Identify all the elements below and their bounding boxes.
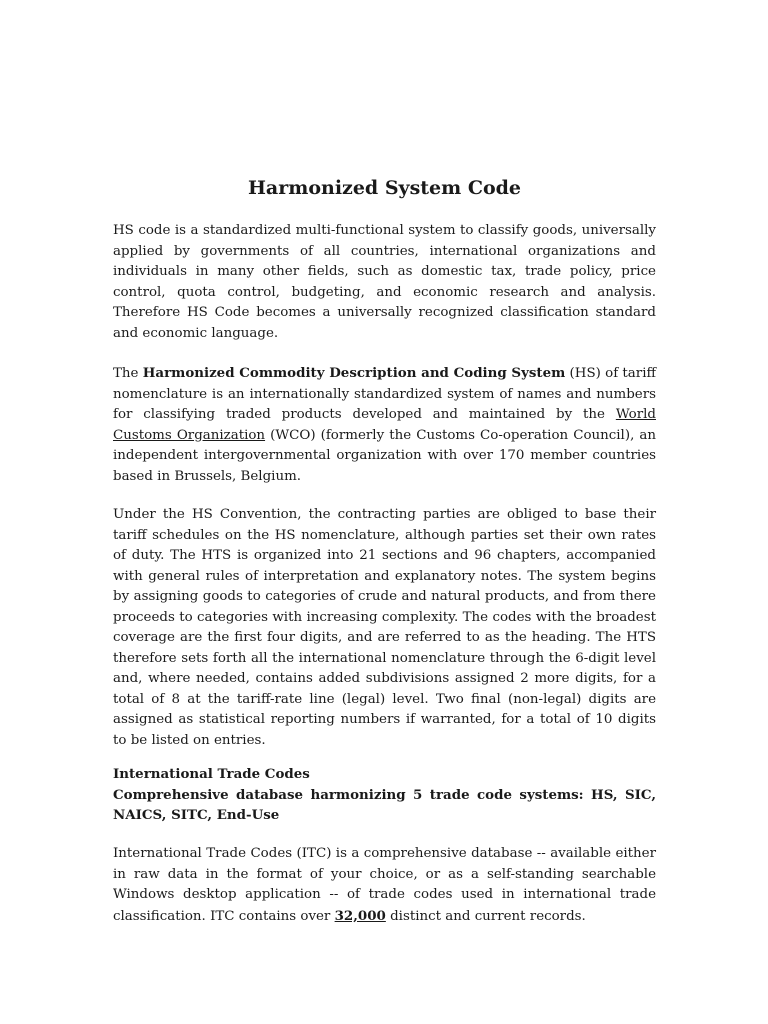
hs-bold-term: Harmonized Commodity Description and Coding System	[142, 365, 566, 381]
paragraph-hs-convention: Under the HS Convention, the contracting parties are obliged to base their tariff schedules on the HS nomenclature, although parties set their own rates of duty. The HTS is organized into 21 sections and 96 chapters, accompanied with general rules of interpretation and explanatory notes. The system begins by assigning goods to categories of crude and natural products, and from there proceeds to categories with increasing complexity. The codes with the broadest coverage are the first four digits, and are referred to as the heading. The HTS therefore sets forth all the international nomenclature through the 6-digit level and, where needed, contains added subdivisions assigned 2 more digits, for a total of 8 at the tariff-rate line (legal) level. Two final (non-legal) digits are assigned as statistical reporting numbers if warranted, for a total of 10 digits to be listed on entries.	[113, 507, 656, 748]
paragraph-hs-code-intro: HS code is a standardized multi-functional system to classify goods, universally applied by governments of all countries, international organizations and individuals in many other fields, such as domestic tax, trade policy, price control, quota control, budgeting, and economic research and analysis. Therefore HS Code becomes a universally recognized classification standard and economic language.	[113, 223, 656, 341]
section-subheading: Comprehensive database harmonizing 5 trade code systems: HS, SIC, NAICS, SITC, End-Use	[113, 786, 656, 823]
p2-intro: The	[113, 366, 143, 381]
p4-end: distinct and current records.	[385, 908, 586, 924]
paragraph-hs-definition	[113, 363, 656, 487]
wco-link[interactable]: World Customs Organization	[113, 407, 656, 443]
record-count: 32,000	[334, 907, 386, 924]
paragraph-itc	[113, 844, 656, 927]
p2-mid: (HS) of tariff nomenclature is an internationally standardized system of names and numbers for classifying traded products developed and maintained by the	[113, 366, 656, 422]
section-heading: International Trade Codes	[113, 766, 310, 782]
p4-start: International Trade Codes (ITC) is a comprehensive database -- available either in raw data in the format of your choice, or as a self-standing searchable Windows desktop application -- of trade codes used in international trade classification. ITC contains over	[113, 846, 656, 924]
p2-rest: (WCO) (formerly the Customs Co-operation Council), an independent intergovernmental organization with over 170 member countries based in Brussels, Belgium.	[113, 427, 656, 484]
section-heading-block	[113, 764, 656, 826]
page-title: Harmonized System Code	[247, 177, 522, 199]
